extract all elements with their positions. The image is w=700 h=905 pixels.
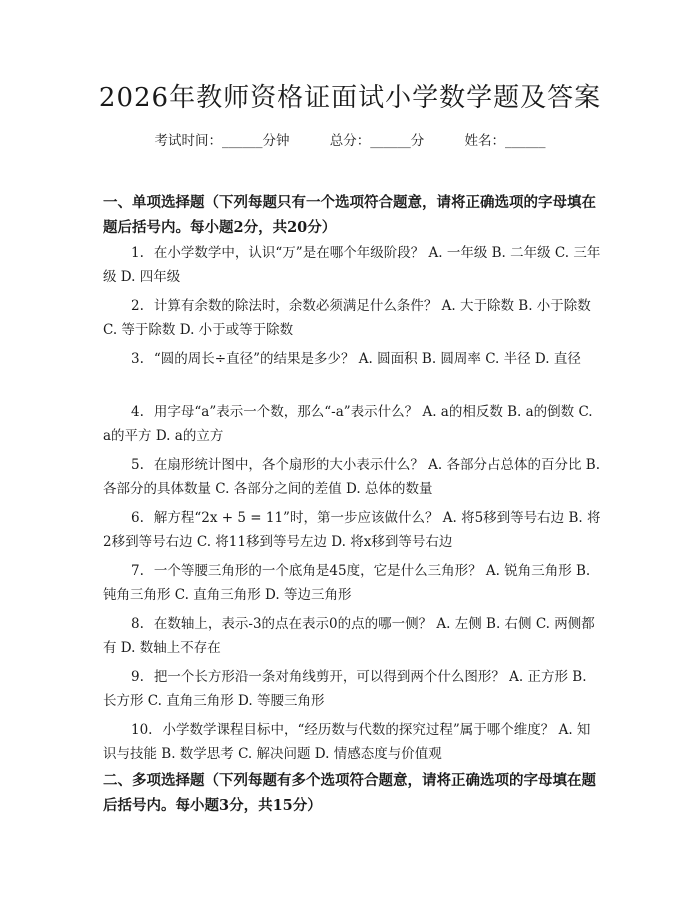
question-number: 4.: [131, 404, 144, 420]
question-number: 7.: [131, 563, 144, 579]
question-number: 3.: [131, 351, 144, 367]
section-heading-single-choice: 一、单项选择题（下列每题只有一个选项符合题意，请将正确选项的字母填在题后括号内。每小题2分，共20分）: [103, 194, 596, 236]
question-text: 把一个长方形沿一条对角线剪开，可以得到两个什么图形？ A. 正方形 B. 长方形 C. 直角三角形 D. 等腰三角形: [103, 669, 587, 709]
question-item: [103, 400, 601, 448]
question-text: 计算有余数的除法时，余数必须满足什么条件？ A. 大于除数 B. 小于除数 C. 等于除数 D. 小于或等于除数: [103, 298, 591, 338]
question-number: 2.: [131, 298, 144, 314]
question-text: 在小学数学中，认识“万”是在哪个年级阶段？ A. 一年级 B. 二年级 C. 三年级 D. 四年级: [103, 245, 601, 285]
question-text: 小学数学课程目标中，“经历数与代数的探究过程”属于哪个维度？ A. 知识与技能 B. 数学思考 C. 解决问题 D. 情感态度与价值观: [103, 722, 591, 762]
question-text: 在数轴上，表示-3的点在表示0的点的哪一侧？ A. 左侧 B. 右侧 C. 两侧都有 D. 数轴上不存在: [103, 616, 595, 656]
exam-meta: [0, 130, 700, 152]
question-number: 6.: [131, 510, 144, 526]
exam-score: 总分：______分: [329, 133, 425, 149]
question-item: [103, 347, 601, 371]
question-item: [103, 294, 601, 342]
section-heading-multiple-choice: 二、多项选择题（下列每题有多个选项符合题意，请将正确选项的字母填在题后括号内。每小题3分，共15分）: [103, 772, 596, 814]
question-text: 用字母“a”表示一个数，那么“-a”表示什么？ A. a的相反数 B. a的倒数 C. a的平方 D. a的立方: [103, 404, 593, 444]
question-text: 一个等腰三角形的一个底角是45度，它是什么三角形？ A. 锐角三角形 B. 钝角三角形 C. 直角三角形 D. 等边三角形: [103, 563, 591, 603]
question-number: 1.: [131, 245, 144, 261]
page-title: 2026年教师资格证面试小学数学题及答案: [98, 83, 602, 113]
question-item: [103, 718, 601, 766]
question-item: [103, 612, 601, 660]
question-item: [103, 559, 601, 607]
question-number: 8.: [131, 616, 144, 632]
exam-time: 考试时间：______分钟: [154, 133, 290, 149]
question-item: [103, 453, 601, 501]
question-number: 9.: [131, 669, 144, 685]
question-item: [103, 241, 601, 289]
question-number: 5.: [131, 457, 144, 473]
question-number: 10.: [131, 722, 153, 738]
question-item: [103, 665, 601, 713]
question-text: 解方程“2x + 5 = 11”时，第一步应该做什么？ A. 将5移到等号右边 B. 将2移到等号右边 C. 将11移到等号左边 D. 将x移到等号右边: [103, 510, 601, 550]
question-text: “圆的周长÷直径”的结果是多少？ A. 圆面积 B. 圆周率 C. 半径 D. 直径: [153, 351, 581, 367]
question-text: 在扇形统计图中，各个扇形的大小表示什么？ A. 各部分占总体的百分比 B. 各部分的具体数量 C. 各部分之间的差值 D. 总体的数量: [103, 457, 601, 497]
question-item: [103, 506, 601, 554]
exam-name: 姓名：______: [464, 133, 546, 149]
